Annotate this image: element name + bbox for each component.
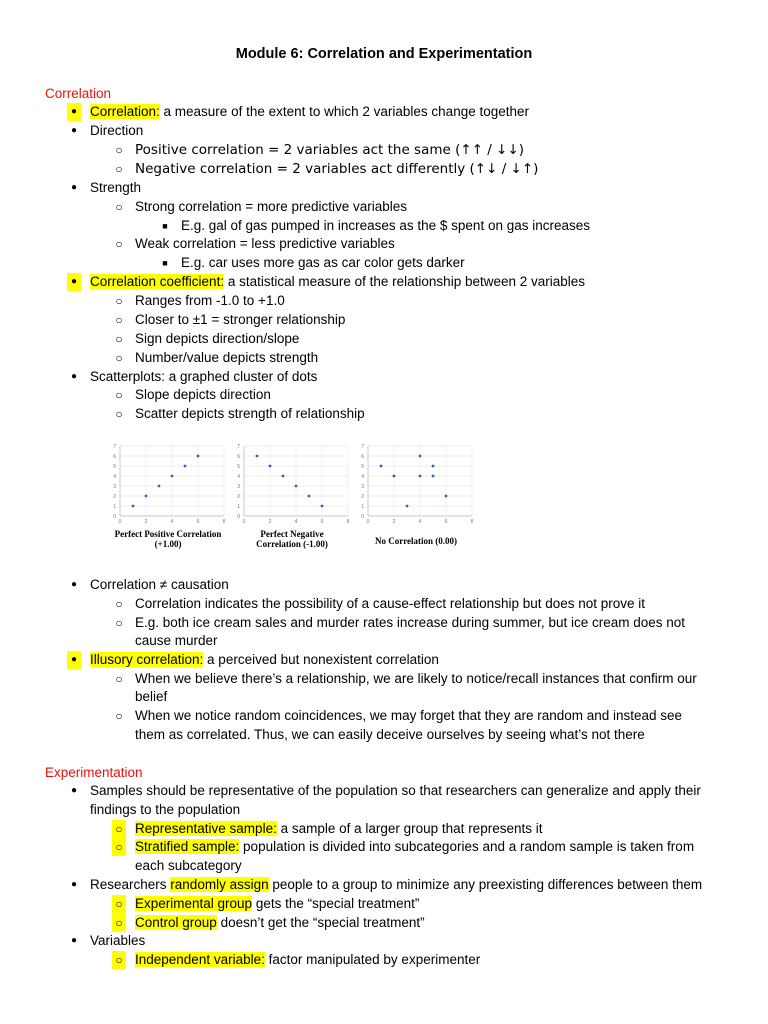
circle-bullet-icon: ○ (115, 332, 123, 346)
y-tick-label: 2 (113, 493, 116, 500)
item-text: Samples should be representative of the population so that researchers can generalize and apply their (90, 783, 701, 798)
circle-bullet-icon: ○ (115, 200, 123, 214)
data-point (308, 495, 311, 498)
circle-bullet-icon: ○ (115, 709, 123, 723)
x-tick-label: 4 (418, 519, 422, 525)
x-tick-label: 0 (242, 519, 246, 525)
definition-text: gets the “special treatment” (252, 896, 420, 911)
y-tick-label: 7 (113, 443, 116, 450)
circle-bullet-icon: ○ (115, 616, 123, 630)
scatterplot-panel (237, 444, 349, 549)
chart-caption: Perfect Negative (260, 529, 324, 539)
data-point (158, 485, 161, 488)
chart-caption: No Correlation (0.00) (374, 536, 458, 546)
term-stratified-sample: Stratified sample: (135, 839, 240, 854)
item-text: E.g. car uses more gas as car color gets darker (181, 255, 465, 270)
circle-bullet-icon: ○ (115, 407, 123, 421)
term-control-group: Control group (135, 915, 217, 930)
definition-text: a statistical measure of the relationship between 2 variables (224, 274, 586, 289)
circle-bullet-icon: ○ (112, 895, 126, 913)
item-text: E.g. both ice cream sales and murder rates increase during summer, but ice cream does not (135, 615, 686, 630)
item-text: people to a group to minimize any preexisting differences between them (268, 877, 703, 892)
definition-text: population is divided into subcategories and a random sample is taken from (239, 839, 695, 854)
circle-bullet-icon: ○ (115, 388, 123, 402)
y-tick-label: 4 (361, 473, 364, 480)
term-illusory-correlation: Illusory correlation: (90, 652, 204, 667)
bullet-icon: ● (70, 579, 78, 590)
y-tick-label: 6 (237, 453, 240, 460)
item-text-continued: belief (135, 689, 168, 704)
circle-bullet-icon: ○ (115, 143, 123, 157)
y-tick-label: 7 (237, 443, 240, 450)
item-text: Scatter depicts strength of relationship (135, 406, 365, 421)
definition-text: a sample of a larger group that represents it (276, 821, 543, 836)
x-tick-label: 4 (294, 519, 298, 525)
item-text: Positive correlation = 2 variables act the same (↑↑ / ↓↓) (135, 142, 525, 158)
data-point (406, 505, 409, 508)
item-text: Researchers (90, 877, 171, 892)
circle-bullet-icon: ○ (112, 820, 126, 838)
item-text: Strong correlation = more predictive variables (135, 199, 408, 214)
data-point (419, 455, 422, 458)
term-independent-variable: Independent variable: (135, 952, 265, 967)
y-tick-label: 0 (361, 513, 364, 520)
item-text: When we believe there’s a relationship, we are likely to notice/recall instances that confirm our (135, 671, 697, 686)
y-tick-label: 7 (361, 443, 364, 450)
item-text-continued: each subcategory (135, 858, 242, 873)
term-representative-sample: Representative sample: (135, 821, 277, 836)
y-tick-label: 5 (237, 463, 240, 470)
circle-bullet-icon: ○ (115, 162, 123, 176)
bullet-icon: ● (70, 125, 78, 136)
circle-bullet-icon: ○ (115, 313, 123, 327)
term-experimental-group: Experimental group (135, 896, 253, 911)
data-point (321, 505, 324, 508)
item-text: Scatterplots: a graphed cluster of dots (90, 369, 318, 384)
section-heading-experimentation: Experimentation (45, 765, 143, 780)
y-tick-label: 6 (113, 453, 116, 460)
data-point (256, 455, 259, 458)
square-bullet-icon: ■ (162, 258, 168, 268)
term-correlation-coefficient: Correlation coefficient: (90, 274, 225, 289)
circle-bullet-icon: ○ (115, 672, 123, 686)
x-tick-label: 2 (268, 519, 272, 525)
bullet-icon: ● (67, 651, 81, 669)
item-text-continued: findings to the population (90, 802, 241, 817)
item-text: Slope depicts direction (135, 387, 271, 402)
chart-caption: Correlation (-1.00) (256, 539, 328, 549)
data-point (295, 485, 298, 488)
y-tick-label: 2 (237, 493, 240, 500)
data-point (132, 505, 135, 508)
y-tick-label: 4 (113, 473, 116, 480)
y-tick-label: 5 (113, 463, 116, 470)
data-point (432, 465, 435, 468)
bullet-icon: ● (67, 103, 81, 121)
item-text: Strength (90, 180, 142, 195)
bullet-icon: ● (70, 182, 78, 193)
item-text: Ranges from -1.0 to +1.0 (135, 293, 285, 308)
item-text: E.g. gal of gas pumped in increases as the $ spent on gas increases (181, 218, 591, 233)
square-bullet-icon: ■ (162, 221, 168, 231)
circle-bullet-icon: ○ (115, 351, 123, 365)
chart-caption: Perfect Positive Correlation (114, 529, 222, 539)
bullet-icon: ● (70, 371, 78, 382)
scatterplot-panel (361, 444, 473, 546)
y-tick-label: 4 (237, 473, 240, 480)
data-point (282, 475, 285, 478)
data-point (197, 455, 200, 458)
data-point (419, 475, 422, 478)
circle-bullet-icon: ○ (115, 294, 123, 308)
x-tick-label: 0 (118, 519, 122, 525)
y-tick-label: 1 (361, 503, 364, 510)
scatterplot-panel (113, 444, 225, 549)
item-text: Weak correlation = less predictive variables (135, 236, 395, 251)
y-tick-label: 0 (113, 513, 116, 520)
y-tick-label: 3 (113, 483, 116, 490)
y-tick-label: 0 (237, 513, 240, 520)
item-text: Number/value depicts strength (135, 350, 319, 365)
x-tick-label: 8 (470, 519, 474, 525)
item-text-continued: cause murder (135, 633, 218, 648)
y-tick-label: 2 (361, 493, 364, 500)
circle-bullet-icon: ○ (115, 237, 123, 251)
section-heading-correlation: Correlation (45, 86, 112, 101)
circle-bullet-icon: ○ (112, 914, 126, 932)
item-text: Sign depicts direction/slope (135, 331, 300, 346)
x-tick-label: 6 (320, 519, 324, 525)
data-point (445, 495, 448, 498)
bullet-icon: ● (70, 935, 78, 946)
x-tick-label: 8 (346, 519, 350, 525)
y-tick-label: 1 (113, 503, 116, 510)
data-point (393, 475, 396, 478)
data-point (184, 465, 187, 468)
x-tick-label: 8 (222, 519, 226, 525)
definition-text: doesn’t get the “special treatment” (216, 915, 425, 930)
x-tick-label: 6 (444, 519, 448, 525)
data-point (432, 475, 435, 478)
bullet-icon: ● (70, 879, 78, 890)
y-tick-label: 3 (361, 483, 364, 490)
x-tick-label: 0 (366, 519, 370, 525)
item-text: Variables (90, 933, 146, 948)
y-tick-label: 3 (237, 483, 240, 490)
data-point (145, 495, 148, 498)
y-tick-label: 6 (361, 453, 364, 460)
item-text: Correlation ≠ causation (90, 577, 229, 592)
y-tick-label: 5 (361, 463, 364, 470)
data-point (269, 465, 272, 468)
bullet-icon: ● (67, 273, 81, 291)
x-tick-label: 4 (170, 519, 174, 525)
item-text: Direction (90, 123, 144, 138)
item-text: Closer to ±1 = stronger relationship (135, 312, 346, 327)
y-tick-label: 1 (237, 503, 240, 510)
item-text-continued: them as correlated. Thus, we can easily deceive ourselves by seeing what’s not there (135, 727, 645, 742)
circle-bullet-icon: ○ (115, 597, 123, 611)
definition-text: a measure of the extent to which 2 variables change together (159, 104, 530, 119)
definition-text: factor manipulated by experimenter (264, 952, 481, 967)
item-text: Correlation indicates the possibility of a cause-effect relationship but does not prove it (135, 596, 646, 611)
chart-caption: (+1.00) (154, 539, 182, 549)
circle-bullet-icon: ○ (112, 838, 126, 856)
item-text: Negative correlation = 2 variables act differently (↑↓ / ↓↑) (135, 161, 539, 177)
page-title: Module 6: Correlation and Experimentation (235, 46, 533, 62)
term-randomly-assign: randomly assign (170, 877, 269, 892)
x-tick-label: 6 (196, 519, 200, 525)
x-tick-label: 2 (392, 519, 396, 525)
item-text: When we notice random coincidences, we may forget that they are random and instead see (135, 708, 683, 723)
data-point (171, 475, 174, 478)
bullet-icon: ● (70, 785, 78, 796)
term-correlation: Correlation: (90, 104, 160, 119)
circle-bullet-icon: ○ (112, 951, 126, 969)
x-tick-label: 2 (144, 519, 148, 525)
data-point (380, 465, 383, 468)
definition-text: a perceived but nonexistent correlation (203, 652, 439, 667)
scatterplot-figures (108, 440, 480, 558)
